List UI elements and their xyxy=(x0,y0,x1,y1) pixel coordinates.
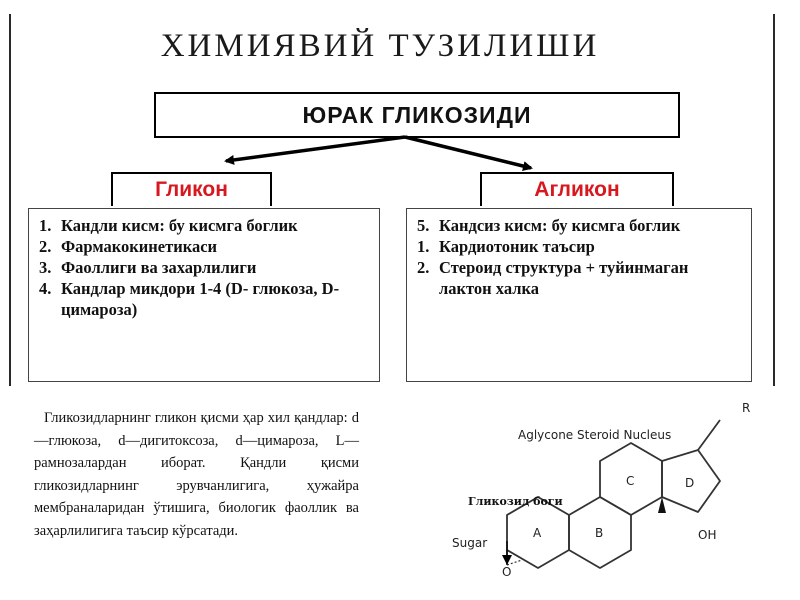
r-label: R xyxy=(742,401,751,415)
list-item: 1. Кандли кисм: бу кисмга боглик xyxy=(39,216,298,235)
main-heading-box: ЮРАК ГЛИКОЗИДИ xyxy=(154,92,680,138)
arrow-to-aglycone xyxy=(405,137,531,168)
o-label: O xyxy=(502,565,512,579)
ring-b-label: B xyxy=(595,526,604,540)
list-item: 2. Стероид структура + туйинмаган лактон халка xyxy=(417,258,689,298)
sugar-label: Sugar xyxy=(452,536,488,550)
list-item: 3. Фаоллиги ва захарлилиги xyxy=(39,258,257,277)
aglycone-list xyxy=(406,208,752,382)
description-paragraph: Гликозидларнинг гликон қисми ҳар хил қандлар: d—глюкоза, d—дигитоксоза, d—цимароза, L—рамнозалардан иборат. Қандли қисми гликозидларнинг эрувчанлигига, ҳужайра мембраналаридан ўтишига, биологик фаоллик ва заҳарлилигига таъсир кўрсатади. xyxy=(34,410,359,539)
list-item: 2. Фармакокинетикаси xyxy=(39,237,218,256)
ring-a-label: A xyxy=(533,526,542,540)
aglycone-header: Агликон xyxy=(480,172,674,206)
ring-d-label: D xyxy=(685,476,695,490)
glycoside-bond-label: Гликозид боги xyxy=(468,495,563,508)
ring-c-label: C xyxy=(626,474,635,488)
list-item: 5. Кандсиз кисм: бу кисмга боглик xyxy=(417,216,681,235)
list-item: 1. Кардиотоник таъсир xyxy=(417,237,595,256)
steroid-structure-diagram xyxy=(430,395,770,590)
oh-label: OH xyxy=(698,528,717,542)
nucleus-label: Aglycone Steroid Nucleus xyxy=(518,428,672,442)
arrow-to-glycone xyxy=(226,137,405,161)
list-item: 4. Кандлар микдори 1-4 (D- глюкоза, D- цимароза) xyxy=(39,279,340,319)
glycone-list xyxy=(28,208,380,382)
glycone-header: Гликон xyxy=(111,172,272,206)
page-title: ХИМИЯВИЙ ТУЗИЛИШИ xyxy=(160,28,600,64)
